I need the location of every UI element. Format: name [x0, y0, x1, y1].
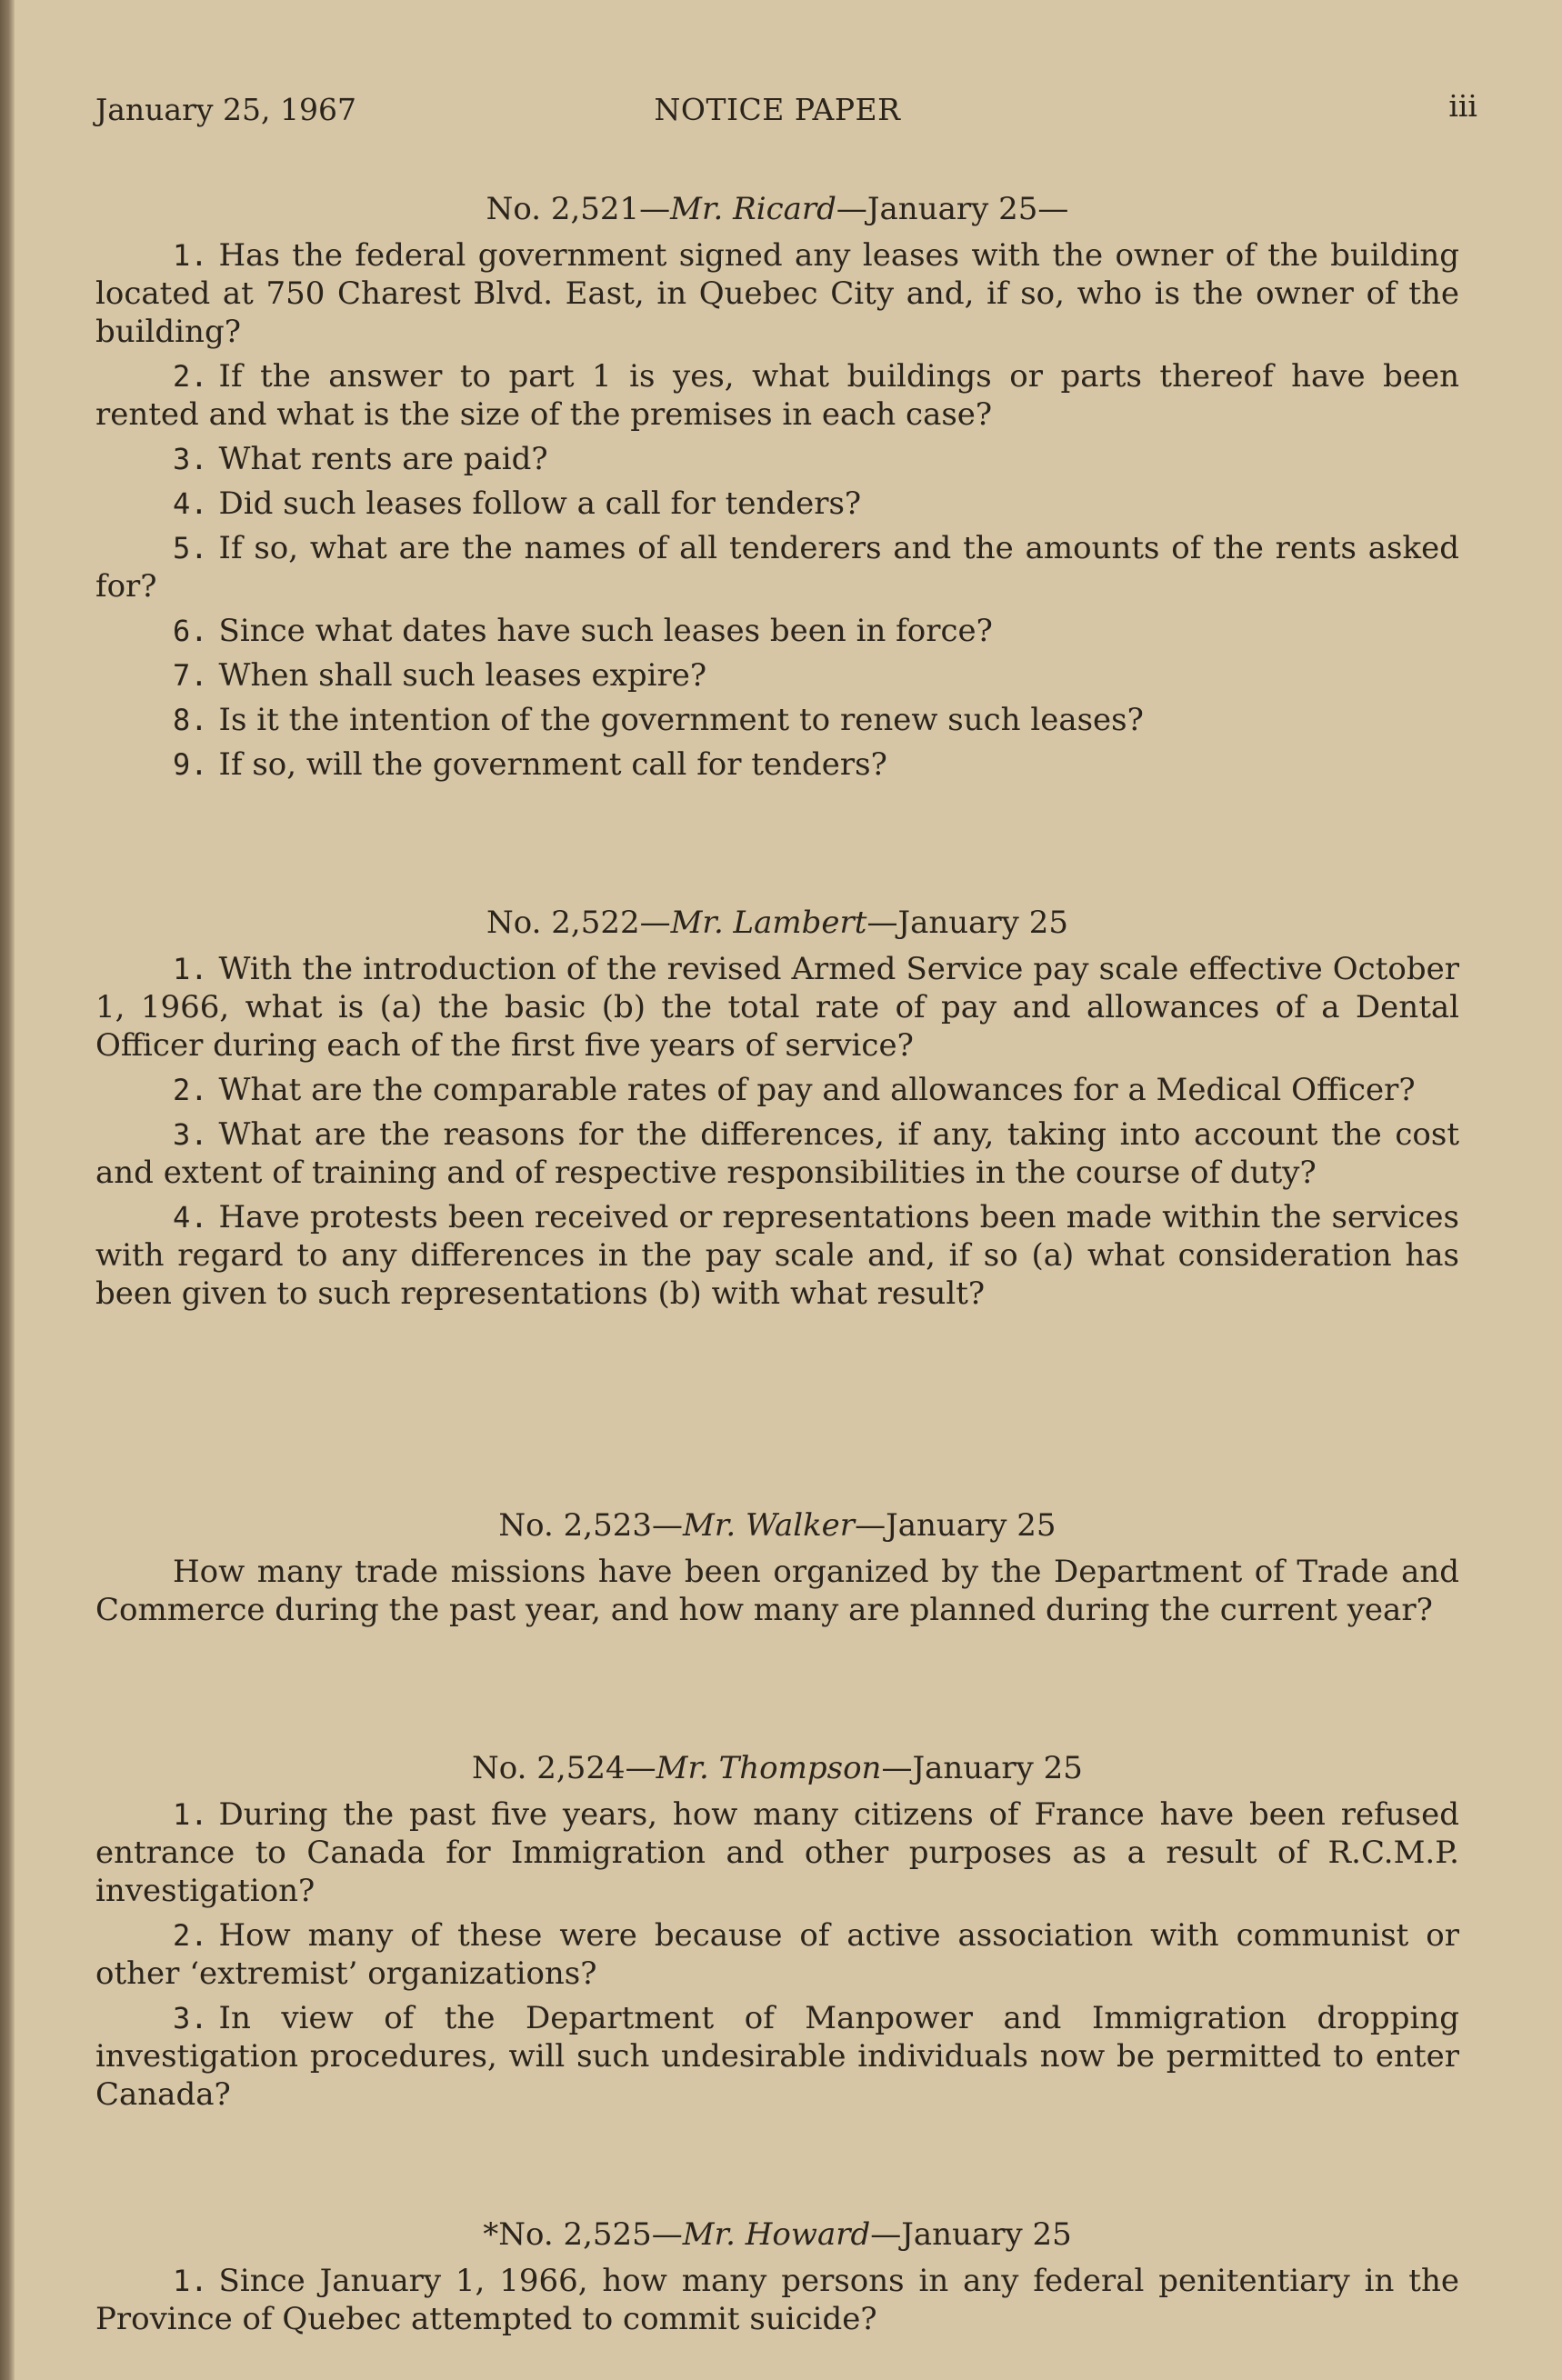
- question-heading: [95, 905, 1459, 941]
- question-item: [95, 1115, 1459, 1192]
- book-spine-edge: [0, 0, 15, 2380]
- question-date: —January 25—: [836, 191, 1069, 227]
- item-number: 5.: [173, 531, 208, 565]
- question-number: No. 2,522—: [486, 905, 671, 941]
- item-text: What are the comparable rates of pay and allowances for a Medical Officer?: [218, 1072, 1416, 1108]
- item-text: In view of the Department of Manpower and Immigration dropping investigation procedures, will such undesirable individuals now be permitted to enter Canada?: [95, 2000, 1459, 2113]
- question-member: Mr. Ricard: [670, 191, 836, 227]
- question-item: [95, 745, 1459, 784]
- item-text: Has the federal government signed any leases with the owner of the building located at 750 Charest Blvd. East, in Quebec City and, if so, who is the owner of the building?: [95, 237, 1459, 350]
- question-item: [95, 950, 1459, 1065]
- question-item: [95, 440, 1459, 478]
- question-date: —January 25: [881, 1750, 1083, 1786]
- item-number: 9.: [173, 747, 208, 782]
- question-item: [95, 1999, 1459, 2114]
- question-date: —January 25: [870, 2216, 1072, 2253]
- question-item: [95, 612, 1459, 650]
- item-text: Have protests been received or representations been made within the services with regard to any differences in the pay scale and, if so (a) what consideration has been given to such representations (b) with what result?: [95, 1199, 1459, 1312]
- question-date: —January 25: [855, 1507, 1056, 1544]
- item-text: Since January 1, 1966, how many persons in any federal penitentiary in the Province of Quebec attempted to commit suicide?: [95, 2263, 1459, 2337]
- item-text: Did such leases follow a call for tenders?: [218, 485, 862, 522]
- question-2524: [95, 1750, 1459, 2120]
- question-item: [95, 1916, 1459, 1993]
- item-number: 1.: [173, 952, 208, 986]
- header-title: NOTICE PAPER: [654, 92, 901, 127]
- question-heading: [95, 191, 1459, 227]
- document-page: [95, 86, 1477, 2359]
- item-number: 6.: [173, 614, 208, 648]
- item-text: Since what dates have such leases been in force?: [218, 613, 993, 649]
- question-number: No. 2,521—: [486, 191, 671, 227]
- question-2525: [95, 2216, 1459, 2345]
- question-item: [95, 485, 1459, 523]
- item-text: Is it the intention of the government to renew such leases?: [218, 702, 1144, 738]
- item-number: 2.: [173, 359, 208, 394]
- item-text: How many of these were because of active association with communist or other ‘extremist’ organizations?: [95, 1917, 1459, 1992]
- question-2522: [95, 905, 1459, 1319]
- header-date: January 25, 1967: [95, 92, 356, 127]
- item-text: With the introduction of the revised Armed Service pay scale effective October 1, 1966, what is (a) the basic (b) the total rate of pay and allowances of a Dental Officer during each of the first five years of service?: [95, 951, 1459, 1064]
- question-member: Mr. Thompson: [656, 1750, 882, 1786]
- item-text: If so, what are the names of all tenderers and the amounts of the rents asked for?: [95, 530, 1459, 605]
- item-text: During the past five years, how many citizens of France have been refused entrance to Canada for Immigration and other purposes as a result of R.C.M.P. investigation?: [95, 1796, 1459, 1909]
- question-item: [95, 1795, 1459, 1910]
- question-item: [95, 357, 1459, 434]
- item-number: 3.: [173, 2001, 208, 2035]
- question-date: —January 25: [866, 905, 1068, 941]
- item-number: 2.: [173, 1918, 208, 1953]
- item-number: 1.: [173, 2264, 208, 2298]
- item-text: When shall such leases expire?: [218, 657, 707, 694]
- question-number: No. 2,524—: [472, 1750, 656, 1786]
- page-header: [95, 86, 1477, 141]
- question-number: No. 2,523—: [498, 1507, 683, 1544]
- item-number: 8.: [173, 703, 208, 737]
- question-item: [95, 1198, 1459, 1313]
- question-item: [95, 2262, 1459, 2338]
- item-text: If so, will the government call for tenders?: [218, 746, 887, 783]
- item-number: 2.: [173, 1073, 208, 1107]
- question-heading: [95, 2216, 1459, 2253]
- question-member: Mr. Howard: [682, 2216, 871, 2253]
- page-number: iii: [1448, 88, 1477, 124]
- question-item: [95, 656, 1459, 695]
- item-number: 3.: [173, 1117, 208, 1152]
- question-item: [95, 1553, 1459, 1629]
- item-number: 7.: [173, 658, 208, 693]
- question-member: Mr. Walker: [683, 1507, 856, 1544]
- question-member: Mr. Lambert: [670, 905, 867, 941]
- question-item: [95, 701, 1459, 739]
- item-number: 3.: [173, 442, 208, 476]
- item-number: 1.: [173, 1797, 208, 1832]
- question-heading: [95, 1750, 1459, 1786]
- question-2523: [95, 1507, 1459, 1635]
- question-item: [95, 529, 1459, 605]
- question-heading: [95, 1507, 1459, 1544]
- item-text: If the answer to part 1 is yes, what buildings or parts thereof have been rented and what is the size of the premises in each case?: [95, 358, 1459, 433]
- question-item: [95, 1071, 1459, 1109]
- question-number: *No. 2,525—: [483, 2216, 683, 2253]
- item-number: 4.: [173, 486, 208, 521]
- item-text: What are the reasons for the differences, if any, taking into account the cost and extent of training and of respective responsibilities in the course of duty?: [95, 1116, 1459, 1191]
- item-text: What rents are paid?: [218, 441, 548, 477]
- question-item: [95, 236, 1459, 351]
- item-number: 4.: [173, 1200, 208, 1235]
- item-number: 1.: [173, 238, 208, 273]
- item-text: How many trade missions have been organized by the Department of Trade and Commerce during the past year, and how many are planned during the current year?: [95, 1554, 1459, 1628]
- question-2521: [95, 191, 1459, 790]
